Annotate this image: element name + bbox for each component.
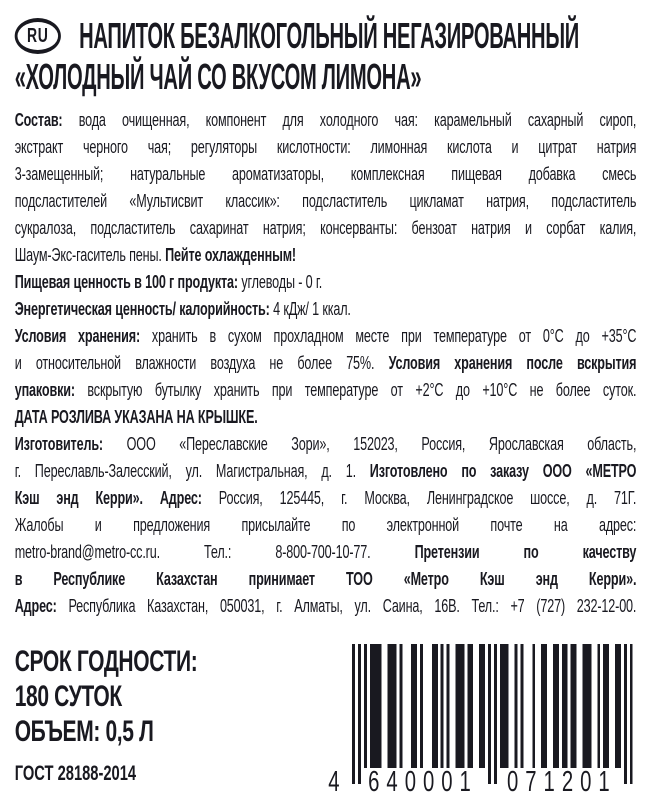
barcode-digits: 4 — [328, 765, 340, 798]
barcode-bar — [447, 644, 450, 768]
volume-value: ОБЪЕМ: 0,5 Л — [14, 715, 154, 748]
text-line: Шаум-Экс-гаситель пены. Пейте охлажденным! — [14, 245, 296, 265]
barcode-bar — [553, 644, 559, 768]
shelf-life-block — [15, 644, 198, 786]
text-line: сукралоза, подсластитель сахаринат натрия; консерванты: бензоат натрия и сорбат калия, — [14, 218, 637, 238]
label-footer — [15, 644, 637, 796]
label-header — [15, 16, 637, 56]
barcode-bar — [467, 644, 473, 768]
shelf-life-label: СРОК ГОДНОСТИ: — [14, 645, 198, 678]
text-line: и относительной влажности воздуха не более 75%. Условия хранения после вскрытия — [14, 353, 637, 373]
barcode-bar — [562, 644, 568, 768]
barcode-bar — [624, 644, 627, 784]
text-line: Пищевая ценность в 100 г продукта: углеводы - 0 г. — [14, 272, 323, 292]
text-line: Условия хранения: хранить в сухом прохладном месте при температуре от 0°С до +35°С — [14, 326, 637, 346]
barcode-bar — [370, 644, 382, 768]
barcode-bar — [352, 644, 355, 784]
ru-badge-text: RU — [26, 24, 49, 47]
barcode — [321, 644, 636, 796]
barcode-bar — [583, 644, 592, 768]
text-line: упаковки: вскрытую бутылку хранить при температуре от +2°С до +10°С не более суток. — [14, 380, 637, 400]
shelf-life-value: 180 СУТОК — [14, 680, 122, 713]
title-line1-wrap — [79, 17, 579, 55]
barcode-bar — [399, 644, 402, 768]
text-line: экстракт черного чая; регуляторы кислотности: лимонная кислота и цитрат натрия — [14, 137, 637, 157]
barcode-bar — [432, 644, 438, 768]
barcode-bar — [358, 644, 361, 784]
barcode-bar — [479, 644, 485, 768]
barcode-bar — [488, 644, 491, 784]
barcode-bar — [455, 644, 464, 768]
barcode-bar — [615, 644, 621, 768]
text-line: metro-brand@metro-cc.ru. Тел.: 8-800-700-10-77. Претензии по качеству — [14, 542, 637, 562]
barcode-bar — [364, 644, 367, 768]
barcode-digits: 071201 — [506, 765, 617, 798]
barcode-bar — [630, 644, 633, 784]
barcode-bar — [571, 644, 577, 768]
barcode-bar — [441, 644, 444, 768]
text-line: Кэш энд Керри». Адрес: Россия, 125445, г. Москва, Ленинградское шоссе, д. 71Г. — [14, 488, 637, 508]
barcode-bar — [532, 644, 535, 768]
barcode-bar — [420, 644, 423, 768]
ru-origin-badge — [15, 18, 61, 54]
barcode-bar — [388, 644, 397, 768]
text-line: 3-замещенный; натуральные ароматизаторы, комплексная пищевая добавка смесь — [14, 164, 637, 184]
label-body — [15, 107, 637, 620]
barcode-bar — [597, 644, 600, 768]
text-line: Адрес: Республика Казахстан, 050031, г. Алматы, ул. Саина, 16В. Тел.: +7 (727) 232-12-00. — [14, 596, 637, 616]
text-line: в Республике Казахстан принимает ТОО «Метро Кэш энд Керри». — [14, 569, 637, 589]
text-line: Энергетическая ценность/ калорийность: 4 кДж/ 1 ккал. — [14, 299, 351, 319]
barcode-bar — [603, 644, 609, 768]
text-line: подсластителей «Мультисвит классик»: подсластитель цикламат натрия, подсластитель — [14, 191, 637, 211]
text-line: г. Переславль-Залесский, ул. Магистральная, д. 1. Изготовлено по заказу ООО «МЕТРО — [14, 461, 637, 481]
barcode-bar — [515, 644, 518, 768]
text-line: Жалобы и предложения присылайте по электронной почте на адрес: — [14, 515, 637, 535]
barcode-bar — [411, 644, 417, 768]
product-title-line2: «ХОЛОДНЫЙ ЧАЙ СО ВКУСОМ ЛИМОНА» — [14, 56, 422, 97]
barcode-bar — [500, 644, 509, 768]
title-line2-wrap — [15, 58, 512, 98]
text-line: Состав: вода очищенная, компонент для холодного чая: карамельный сахарный сироп, — [14, 110, 637, 130]
barcode-bar — [520, 644, 523, 768]
barcode-digits: 640001 — [368, 765, 478, 798]
product-title-line1: НАПИТОК БЕЗАЛКОГОЛЬНЫЙ НЕГАЗИРОВАННЫЙ — [79, 15, 580, 56]
barcode-bar — [494, 644, 497, 784]
text-line: ДАТА РОЗЛИВА УКАЗАНА НА КРЫШКЕ. — [14, 407, 258, 427]
barcode-svg — [321, 644, 636, 796]
gost-standard: ГОСТ 28188-2014 — [14, 762, 137, 785]
text-line: Изготовитель: ООО «Переславские Зори», 152023, Россия, Ярославская область, — [14, 434, 637, 454]
barcode-bar — [541, 644, 547, 768]
